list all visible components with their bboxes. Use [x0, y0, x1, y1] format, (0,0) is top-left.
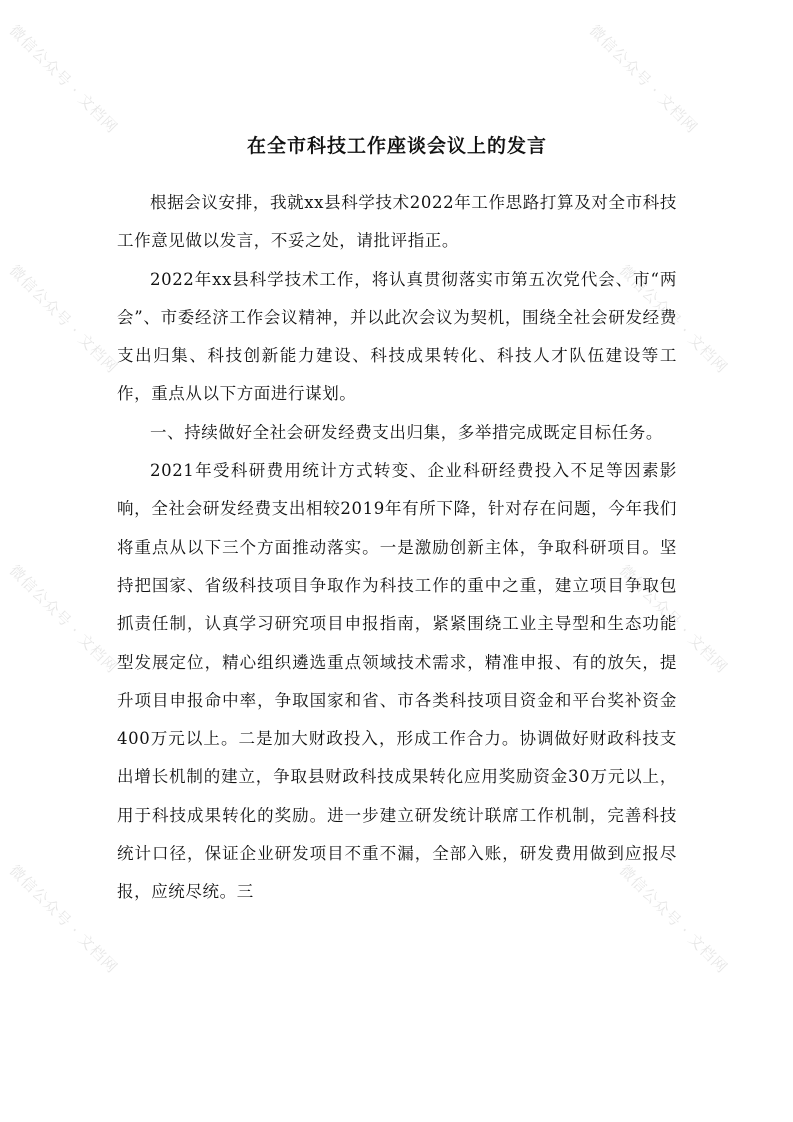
watermark-text: 微信公众号 · 文档网: [5, 861, 122, 977]
watermark-text: 微信公众号 · 文档网: [615, 861, 732, 977]
paragraph: 2022年xx县科学技术工作，将认真贯彻落实市第五次党代会、市“两会”、市委经济工作会议精神，并以此次会议为契机，围绕全社会研发经费支出归集、科技创新能力建设、科技成果转化、科技人才队伍建设等工作，重点从以下方面进行谋划。: [117, 269, 677, 404]
watermark-text: 微信公众号 · 文档网: [5, 21, 122, 137]
watermark-text: 微信公众号 · 文档网: [5, 261, 122, 377]
section-heading: 一、持续做好全社会研发经费支出归集，多举措完成既定目标任务。: [150, 422, 663, 442]
document-body: [117, 128, 677, 912]
watermark-text: 微信公众号 · 文档网: [615, 261, 732, 377]
page-title: 在全市科技工作座谈会议上的发言: [246, 135, 547, 157]
watermark-text: 微信公众号 · 文档网: [585, 21, 702, 137]
watermark-text: 微信公众号 · 文档网: [615, 561, 732, 677]
paragraph: 根据会议安排，我就xx县科学技术2022年工作思路打算及对全市科技工作意见做以发言，不妥之处，请批评指正。: [117, 193, 677, 251]
paragraph: 2021年受科研费用统计方式转变、企业科研经费投入不足等因素影响，全社会研发经费支出相较2019年有所下降，针对存在问题，今年我们将重点从以下三个方面推动落实。一是激励创新主体，争取科研项目。坚持把国家、省级科技项目争取作为科技工作的重中之重，建立项目争取包抓责任制，认真学习研究项目申报指南，紧紧围绕工业主导型和生态功能型发展定位，精心组织遴选重点领域技术需求，精准申报、有的放矢，提升项目申报命中率，争取国家和省、市各类科技项目资金和平台奖补资金400万元以上。二是加大财政投入，形成工作合力。协调做好财政科技支出增长机制的建立，争取县财政科技成果转化应用奖励资金30万元以上，用于科技成果转化的奖励。进一步建立研发统计联席工作机制，完善科技统计口径，保证企业研发项目不重不漏，全部入账，研发费用做到应报尽报，应统尽统。三: [117, 461, 677, 902]
watermark-text: 微信公众号 · 文档网: [5, 561, 122, 677]
